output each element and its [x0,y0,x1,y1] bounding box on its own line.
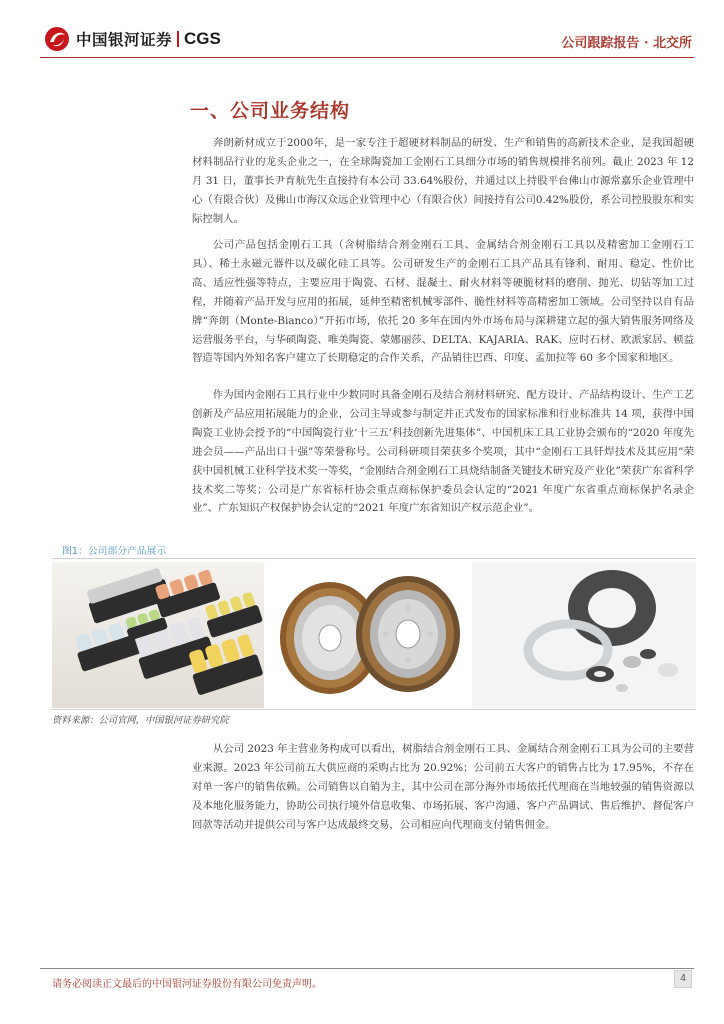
logo-english-name: CGS [184,29,221,48]
product-image-grinding-wheels [270,562,466,708]
logo-chinese-name: 中国银河证券 [76,31,173,49]
body-paragraph-2: 公司产品包括金刚石工具（含树脂结合剂金刚石工具、金属结合剂金刚石工具以及精密加工金刚石工具）、稀土永磁元器件以及碳化硅工具等。公司研发生产的金刚石工具产品具有锋利、耐用、稳定、性价比高、适应性强等特点，主要应用于陶瓷、石材、混凝土、耐火材料等硬脆材料的磨削、抛光、切钻等加工过程，并随着产品开发与应用的拓展，延伸至精密机械零部件、脆性材料等高精密加工领域。公司坚持以自有品牌“奔朗（Monte-Bianco）”开拓市场，依托 20 多年在国内外市场布局与深耕建立起的强大销售服务网络及运营服务平台，与华硕陶瓷、唯美陶瓷、蒙娜丽莎、DELTA、KAJARIA、RAK、应时石材、欧派家居、顿益智造等国内外知名客户建立了长期稳定的合作关系，产品销往巴西、印度、孟加拉等 60 多个国家和地区。 [192,239,694,365]
logo-separator [177,31,179,47]
figure-bottom-rule [52,709,696,710]
body-paragraph-3: 作为国内金刚石工具行业中少数同时具备金刚石及结合剂材料研究、配方设计、产品结构设计、生产工艺创新及产品应用拓展能力的企业，公司主导或参与制定并正式发布的国家标准和行业标准共 14 项，获得中国陶瓷工业协会授予的“中国陶瓷行业‘十三五’科技创新先进集体”、中国机床工具工业协会颁布的“2020 年度先进会员——产品出口十强”等荣誉称号。公司科研项目荣获多个奖项，其中“金刚石工具钎焊技术及其应用”荣获中国机械工业科学技术奖一等奖，“金刚结合剂金刚石工具烧结制备关键技术研究及产业化”荣获广东省科学技术奖二等奖；公司是广东省标杆协会重点商标保护委员会认定的“2021 年度广东省重点商标保护名录企业”、广东知识产权保护协会认定的“2021 年度广东省知识产权示范企业”。 [192,389,694,515]
cgs-logo [44,26,221,52]
figure-top-rule [52,558,696,559]
body-paragraph-4: 从公司 2023 年主营业务构成可以看出，树脂结合剂金刚石工具、金属结合剂金刚石工具为公司的主要营业来源。2023 年公司前五大供应商的采购占比为 20.92%；公司前五大客户的销售占比为 17.95%，不存在对单一客户的销售依赖。公司销售以自销为主，其中公司在部分海外市场依托代理商在当地较强的销售资源以及本地化服务能力，协助公司执行境外信息收集、市场拓展、客户沟通、客户产品调试、售后维护、督促客户回款等活动并提供公司与客户达成最终交易，公司相应向代理商支付销售佣金。 [192,743,694,831]
footer-disclaimer: 请务必阅读正文最后的中国银河证券股份有限公司免责声明。 [52,979,322,990]
report-type-label: 公司跟踪报告 · 北交所 [561,36,692,51]
figure-title: 图1：公司部分产品展示 [62,546,167,557]
page-number: 4 [674,970,692,988]
product-image-carbide-rings [472,562,696,708]
product-image-polishing-blocks [52,562,264,708]
header-divider [40,57,694,58]
cgs-logo-icon [44,26,70,52]
figure-source: 资料来源：公司官网，中国银河证券研究院 [52,715,229,726]
carbide-rings-icon [472,562,696,708]
section-title: 一、公司业务结构 [190,100,351,122]
diamond-grinding-wheels-icon [270,562,466,708]
body-paragraph-1: 奔朗新材成立于2000年，是一家专注于超硬材料制品的研发、生产和销售的高新技术企业，是我国超硬材料制品行业的龙头企业之一，在全球陶瓷加工金刚石工具细分市场的销售规模排名前列。截止 2023 年 12 月 31 日，董事长尹育航先生直接持有本公司 33.64%股份，并通过以上持股平台佛山市源常嘉乐企业管理中心（有限合伙）及佛山市海汉众远企业管理中心（有限合伙）间接持有公司0.42%股份，系公司控股股东和实际控制人。 [192,137,694,225]
footer-divider [40,968,694,969]
diamond-polishing-blocks-icon [52,562,264,708]
product-figure [52,562,696,708]
page-header [0,0,724,58]
